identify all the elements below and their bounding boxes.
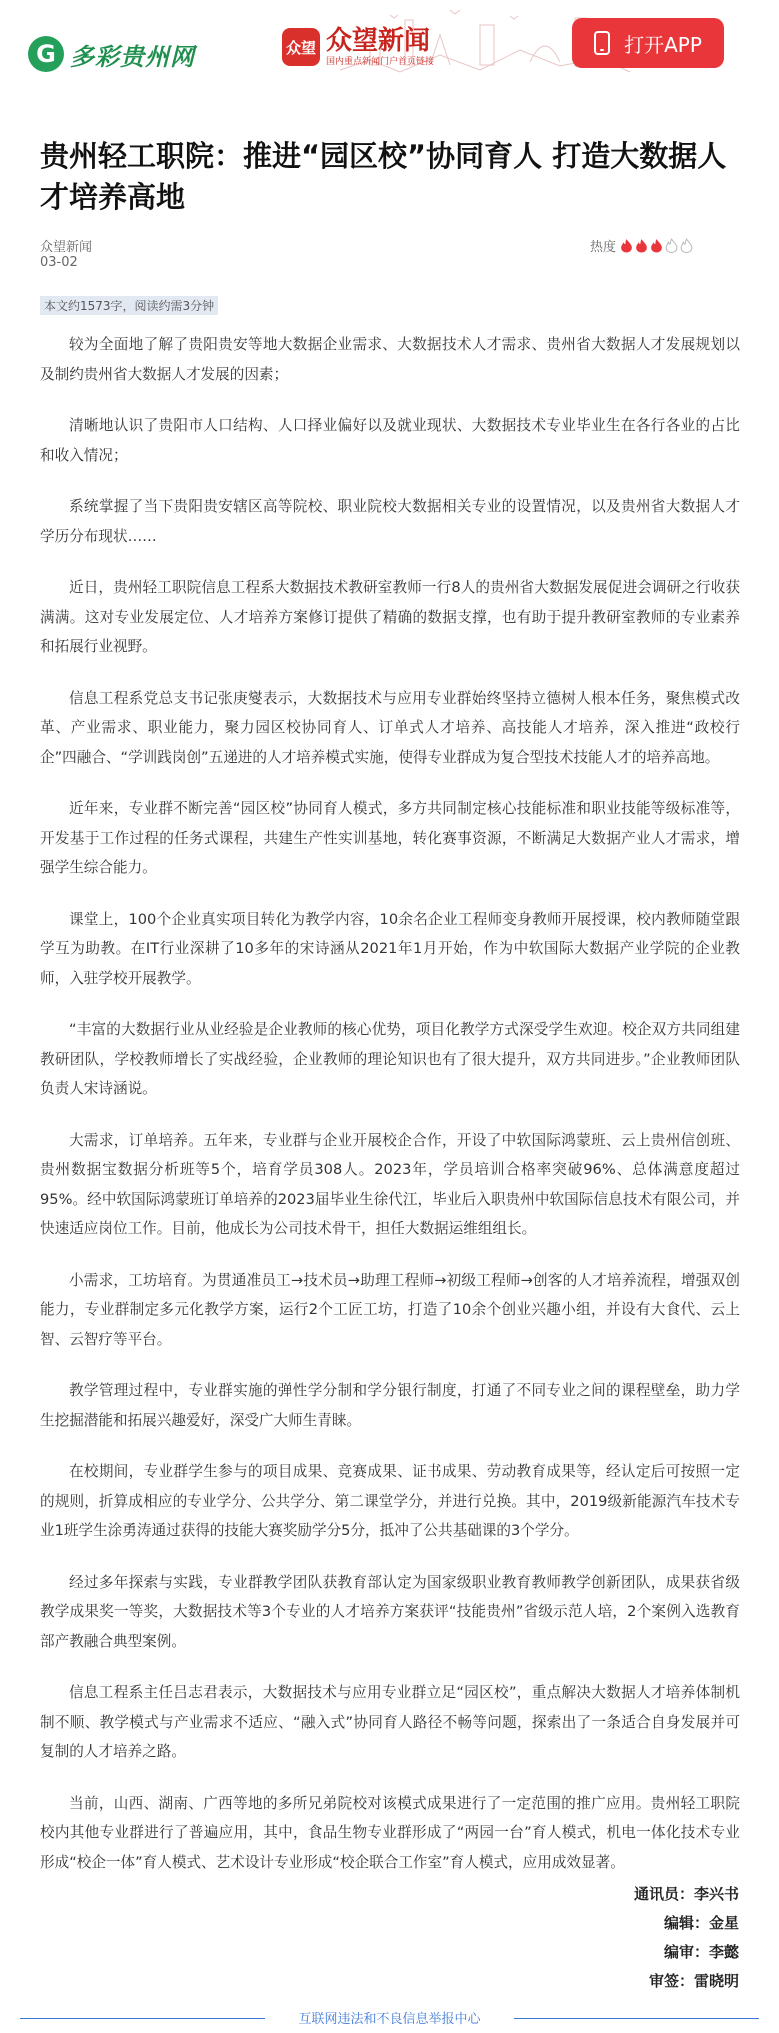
- article-paragraph: 系统掌握了当下贵阳贵安辖区高等院校、职业院校大数据相关专业的设置情况，以及贵州省大数据人才学历分布现状……: [40, 498, 740, 545]
- article-paragraph: 信息工程系主任吕志君表示，大数据技术与应用专业群立足“园区校”，重点解决大数据人才培养体制机制不顺、教学模式与产业需求不适应、“融入式”协同育人路径不畅等问题，探索出了一条适合自身发展并可复制的人才培养之路。: [40, 1684, 740, 1760]
- phone-icon: [594, 31, 610, 55]
- flame-icon-active: [650, 238, 663, 253]
- open-app-button[interactable]: [572, 18, 724, 68]
- article-paragraph: 较为全面地了解了贵阳贵安等地大数据企业需求、大数据技术人才需求、贵州省大数据人才发展规划以及制约贵州省大数据人才发展的因素；: [40, 336, 740, 383]
- heat-indicator: [590, 236, 695, 255]
- logo-left-text: 多彩贵州网: [70, 41, 195, 71]
- flame-icon-active: [635, 238, 648, 253]
- read-time-info: 本文约1573字，阅读约需3分钟: [40, 296, 218, 315]
- article-paragraph: 当前，山西、湖南、广西等地的多所兄弟院校对该模式成果进行了一定范围的推广应用。贵州轻工职院校内其他专业群进行了普遍应用，其中，食品生物专业群形成了“两园一台”育人模式，机电一体化技术专业形成“校企一体”育人模式、艺术设计专业形成“校企联合工作室”育人模式，应用成效显著。: [40, 1794, 740, 1871]
- article-title: 贵州轻工职院：推进“园区校”协同育人 打造大数据人才培养高地: [40, 139, 727, 214]
- article-paragraph: 近日，贵州轻工职院信息工程系大数据技术教研室教师一行8人的贵州省大数据发展促进会调研之行收获满满。这对专业发展定位、人才培养方案修订提供了精确的数据支撑，也有助于提升教研室教师的专业素养和拓展行业视野。: [40, 579, 740, 655]
- flame-icon-inactive: [665, 238, 678, 253]
- logo-right-tagline: 国内重点新闻门户首页链接: [326, 57, 435, 67]
- report-center-link[interactable]: 互联网违法和不良信息举报中心: [288, 2012, 490, 2027]
- footer: [0, 2008, 779, 2028]
- article-paragraph: 小需求，工坊培育。为贯通准员工→技术员→助理工程师→初级工程师→创客的人才培养流程，增强双创能力，专业群制定多元化教学方案，运行2个工匠工坊，打造了10余个创业兴趣小组，并设有大食代、云上智、云智疗等平台。: [40, 1271, 740, 1348]
- article-paragraph: 近年来，专业群不断完善“园区校”协同育人模式，多方共同制定核心技能标准和职业技能等级标准等，开发基于工作过程的任务式课程，共建生产性实训基地，转化赛事资源，不断满足大数据产业人才需求，增强学生综合能力。: [40, 800, 740, 876]
- zhongwang-news-logo[interactable]: [282, 26, 434, 68]
- article-date: 03-02: [40, 255, 78, 270]
- zhongwang-mark: 众望: [282, 28, 320, 66]
- article-paragraph: 信息工程系党总支书记张庚燮表示，大数据技术与应用专业群始终坚持立德树人根本任务，聚焦模式改革、产业需求、职业能力，聚力园区校协同育人、订单式人才培养、高技能人才培养，深入推进“政校行企”四融合、“学训践岗创”五递进的人才培养模式实施，使得专业群成为复合型技术技能人才的培养高地。: [40, 689, 740, 766]
- article-source: 众望新闻: [40, 240, 93, 255]
- article-paragraph: 清晰地认识了贵阳市人口结构、人口择业偏好以及就业现状、大数据技术专业毕业生在各行各业的占比和收入情况；: [40, 417, 740, 464]
- flame-icon-inactive: [680, 238, 693, 253]
- flame-icon-active: [620, 238, 633, 253]
- article-paragraph: 教学管理过程中，专业群实施的弹性学分制和学分银行制度，打通了不同专业之间的课程壁垒，助力学生挖掘潜能和拓展兴趣爱好，深受广大师生青睐。: [40, 1382, 740, 1429]
- article-paragraph: 在校期间，专业群学生参与的项目成果、竞赛成果、证书成果、劳动教育成果等，经认定后可按照一定的规则，折算成相应的专业学分、公共学分、第二课堂学分，并进行兑换。其中，2019级新能源汽车技术专业1班学生涂勇涛通过获得的技能大赛奖励学分5分，抵冲了公共基础课的3个学分。: [40, 1463, 740, 1539]
- top-bar: [0, 0, 779, 90]
- duocai-guizhou-logo[interactable]: [28, 32, 195, 76]
- open-app-label: 打开APP: [624, 32, 702, 57]
- article-paragraph: 经过多年探索与实践，专业群教学团队获教育部认定为国家级职业教育教师教学创新团队，成果获省级教学成果奖一等奖，大数据技术等3个专业的人才培养方案获评“技能贵州”省级示范人培，2个案例入选教育部产教融合典型案例。: [40, 1573, 740, 1650]
- heat-flames: [620, 238, 695, 253]
- heat-label: 热度: [590, 240, 617, 255]
- article-body: [40, 330, 740, 1899]
- article-paragraph: 课堂上，100个企业真实项目转化为教学内容，10余名企业工程师变身教师开展授课，校内教师随堂跟学互为助教。在IT行业深耕了10多年的宋诗涵从2021年1月开始，作为中软国际大数据产业学院的企业教师，入驻学校开展教学。: [40, 910, 740, 987]
- logo-g-mark: G: [28, 36, 64, 72]
- credit-line: 编审：李懿: [663, 1943, 739, 1961]
- credit-line: 通讯员：李兴书: [633, 1885, 739, 1903]
- article-paragraph: “丰富的大数据行业从业经验是企业教师的核心优势，项目化教学方式深受学生欢迎。校企双方共同组建教研团队，学校教师增长了实战经验，企业教师的理论知识也有了很大提升，双方共同进步。”企业教师团队负责人宋诗涵说。: [40, 1021, 740, 1097]
- article-credits: [634, 1880, 739, 1996]
- logo-right-name: 众望新闻: [326, 26, 431, 56]
- credit-line: 审签：雷晓明: [648, 1972, 739, 1990]
- credit-line: 编辑：金星: [663, 1914, 739, 1932]
- article-paragraph: 大需求，订单培养。五年来，专业群与企业开展校企合作，开设了中软国际鸿蒙班、云上贵州信创班、贵州数据宝数据分析班等5个，培育学员308人。2023年，学员培训合格率突破96%、总体满意度超过95%。经中软国际鸿蒙班订单培养的2023届毕业生徐代江，毕业后入职贵州中软国际信息技术有限公司，并快速适应岗位工作。目前，他成长为公司技术骨干，担任大数据运维组组长。: [40, 1131, 740, 1237]
